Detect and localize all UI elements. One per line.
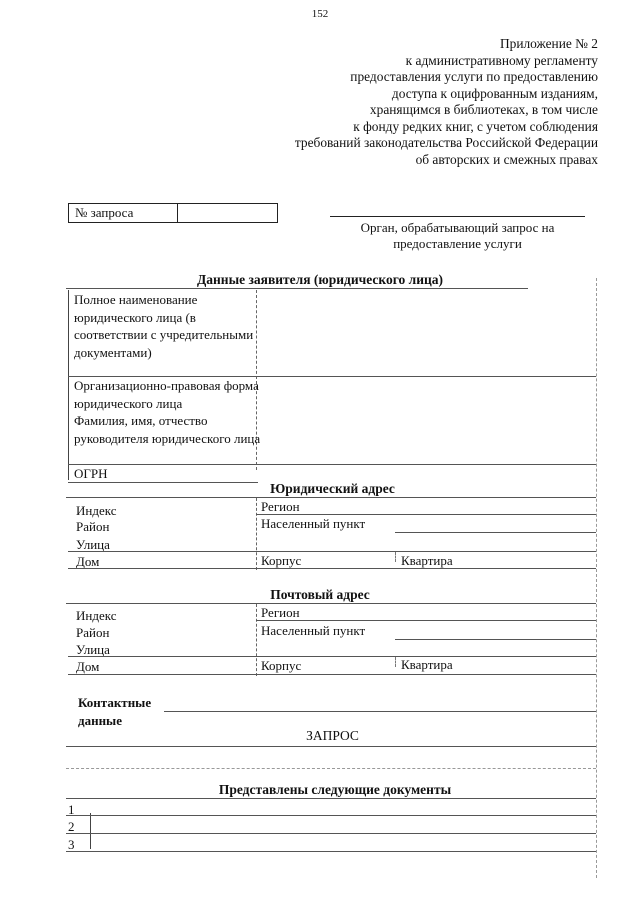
postal-index-label: Индекс	[76, 608, 117, 623]
applicant-row-director: Фамилия, имя, отчество руководителя юридического лица	[74, 413, 261, 446]
table-left-border	[68, 290, 69, 480]
contacts-entry-line	[164, 711, 596, 712]
documents-heading-wrap	[0, 782, 640, 798]
document-item-number: 2	[68, 819, 75, 834]
request-line	[66, 768, 596, 769]
request-number-divider	[177, 204, 178, 222]
legal-district-label: Район	[76, 519, 110, 534]
postal-building-label: Корпус	[261, 658, 302, 673]
document-item-number: 1	[68, 802, 75, 817]
postal-settlement-label: Населенный пункт	[261, 623, 366, 638]
document-entry-line	[66, 815, 596, 816]
contacts-label: Контактные данные	[78, 695, 152, 728]
appendix-line: предоставления услуги по предоставлению	[350, 69, 598, 84]
appendix-line: хранящимся в библиотеках, в том числе	[369, 102, 598, 117]
appendix-line: требований законодательства Российской Федерации	[294, 135, 598, 150]
page-number: 152	[311, 8, 329, 20]
request-line	[66, 746, 596, 747]
legal-address-heading-wrap	[0, 481, 640, 497]
appendix-line: об авторских и смежных правах	[415, 151, 598, 167]
rule	[66, 798, 596, 799]
applicant-row-ogrn: ОГРН	[74, 466, 108, 481]
legal-house-label: Дом	[76, 554, 100, 569]
appendix-header	[238, 36, 598, 168]
postal-address-heading: Почтовый адрес	[270, 587, 370, 602]
legal-street-label: Улица	[76, 537, 110, 552]
applicant-row-full-name: Полное наименование юридического лица (в соответствии с учредительными документами)	[74, 292, 254, 360]
applicant-heading: Данные заявителя (юридического лица)	[196, 272, 444, 287]
rule	[66, 497, 596, 498]
postal-apartment-label: Квартира	[401, 657, 453, 672]
address-column-divider	[256, 498, 257, 570]
applicant-heading-wrap	[0, 272, 640, 288]
rule	[68, 656, 596, 657]
appendix-line: доступа к оцифрованным изданиям,	[391, 85, 598, 101]
request-number-label: № запроса	[75, 205, 134, 220]
appendix-line: Приложение № 2	[499, 36, 598, 51]
legal-index-label: Индекс	[76, 503, 117, 518]
rule	[256, 620, 596, 621]
legal-region-label: Регион	[261, 499, 300, 514]
document-item-number: 3	[68, 837, 75, 852]
documents-number-column	[90, 813, 91, 849]
rule	[66, 288, 528, 289]
request-heading: ЗАПРОС	[306, 728, 359, 743]
rule	[395, 639, 596, 640]
address-column-divider	[256, 604, 257, 676]
organ-caption: Орган, обрабатывающий запрос на предоставление услуги	[360, 220, 555, 251]
legal-address-heading: Юридический адрес	[270, 481, 395, 496]
rule	[66, 603, 596, 604]
postal-street-label: Улица	[76, 642, 110, 657]
legal-apartment-label: Квартира	[401, 553, 453, 568]
rule	[68, 568, 596, 569]
legal-settlement-label: Населенный пункт	[261, 516, 366, 531]
postal-address-heading-wrap	[0, 587, 640, 603]
postal-region-label: Регион	[261, 605, 300, 620]
document-entry-line	[66, 833, 596, 834]
field-separator	[395, 552, 396, 562]
field-separator	[395, 657, 396, 667]
organ-signature-line	[330, 216, 585, 217]
postal-house-label: Дом	[76, 659, 100, 674]
postal-district-label: Район	[76, 625, 110, 640]
legal-building-label: Корпус	[261, 553, 302, 568]
appendix-line: к административному регламенту	[405, 52, 598, 68]
rule	[68, 551, 596, 552]
rule	[395, 532, 596, 533]
applicant-row-legal-form: Организационно-правовая форма юридического лица	[74, 378, 259, 411]
document-entry-line	[66, 851, 596, 852]
documents-heading: Представлены следующие документы	[218, 782, 452, 797]
appendix-line: к фонду редких книг, с учетом соблюдения	[353, 118, 598, 134]
request-number-box	[68, 203, 278, 223]
rule	[68, 674, 596, 675]
